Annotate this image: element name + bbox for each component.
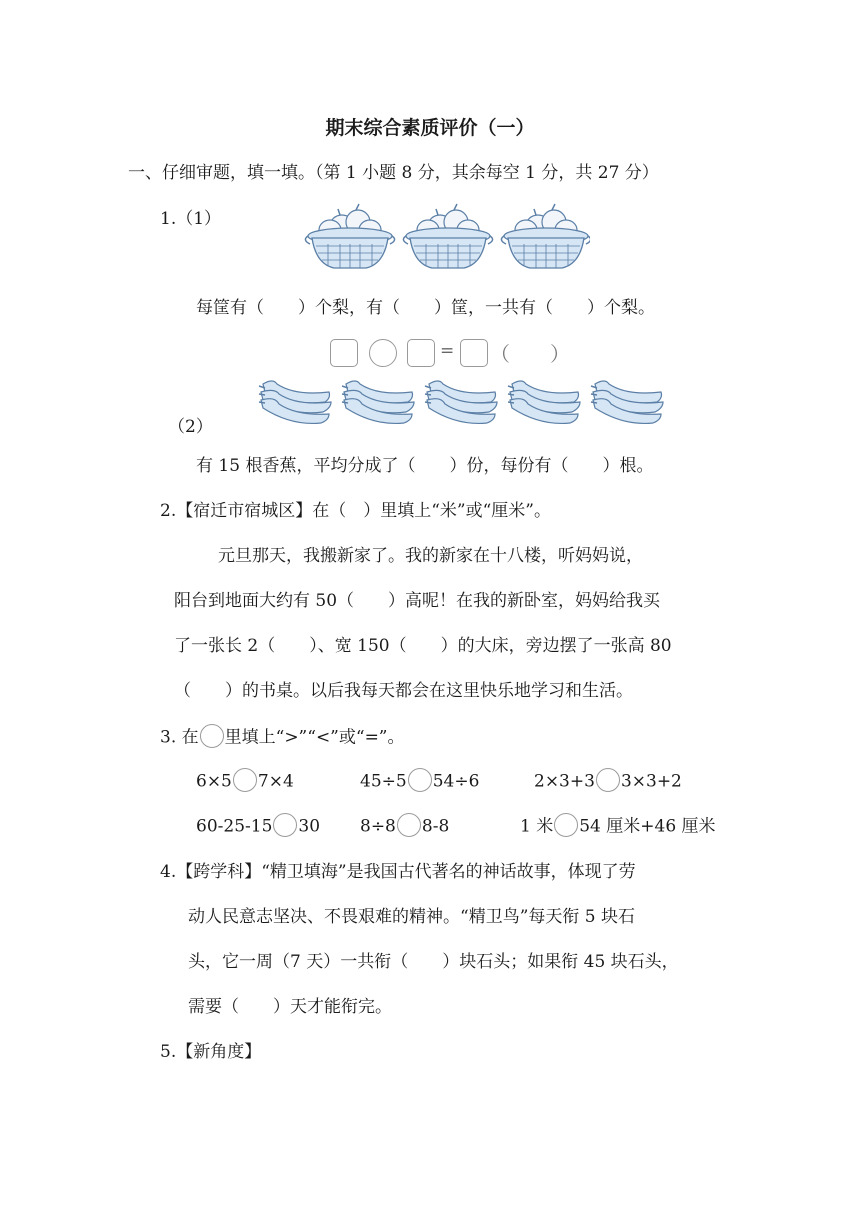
q4-line-4: 需要（ ）天才能衔完。 [188, 997, 392, 1017]
section-heading: 一、仔细审题，填一填。（第 1 小题 8 分，其余每空 1 分，共 27 分） [128, 163, 659, 183]
compare-right: 30 [298, 816, 321, 837]
basket-1 [305, 204, 394, 268]
page-title: 期末综合素质评价（一） [325, 117, 535, 139]
compare-item [196, 815, 320, 839]
q1-label: 1.（1） [160, 209, 222, 229]
basket-2 [403, 204, 492, 268]
q4-line-2: 动人民意志坚决、不畏艰难的精神。“精卫鸟”每天衔 5 块石 [188, 907, 636, 927]
q2-line-2: 阳台到地面大约有 50（ ）高呢！在我的新卧室，妈妈给我买 [174, 591, 661, 611]
compare-item [360, 815, 449, 839]
compare-right: 7×4 [257, 771, 294, 792]
q4-line-3: 头，它一周（7 天）一共衔（ ）块石头；如果衔 45 块石头， [188, 952, 679, 972]
q3-label-post: 里填上“>”“<”或“=”。 [224, 727, 405, 748]
compare-left: 60-25-15 [196, 816, 273, 837]
q2-label: 2.【宿迁市宿城区】在（ ）里填上“米”或“厘米”。 [160, 501, 551, 521]
compare-left: 2×3+3 [534, 771, 595, 792]
compare-item [196, 770, 294, 794]
compare-left: 8÷8 [360, 816, 396, 837]
q2-line-3: 了一张长 2（ ）、宽 150（ ）的大床，旁边摆了一张高 80 [174, 636, 672, 656]
compare-left: 45÷5 [360, 771, 407, 792]
compare-circle[interactable] [397, 813, 421, 837]
q4-line-1: 4.【跨学科】“精卫填海”是我国古代著名的神话故事，体现了劳 [160, 862, 636, 882]
q1-banana-text: 有 15 根香蕉，平均分成了（ ）份，每份有（ ）根。 [196, 456, 654, 476]
compare-item [534, 770, 682, 794]
compare-circle[interactable] [408, 768, 432, 792]
compare-circle[interactable] [273, 813, 297, 837]
compare-item [360, 770, 479, 794]
q2-line-4: （ ）的书桌。以后我每天都会在这里快乐地学习和生活。 [174, 681, 633, 701]
answer-box-2[interactable] [407, 339, 435, 367]
compare-right: 3×3+2 [620, 771, 682, 792]
banana-bunch-4 [508, 381, 580, 423]
basket-3 [501, 204, 590, 268]
compare-right: 8-8 [421, 816, 450, 837]
q3-label [160, 726, 405, 750]
q1-pears-text: 每筐有（ ）个梨，有（ ）筐，一共有（ ）个梨。 [196, 298, 655, 318]
q2-line-1: 元旦那天，我搬新家了。我的新家在十八楼，听妈妈说， [218, 546, 643, 566]
banana-bunch-1 [259, 381, 331, 423]
operator-circle[interactable] [369, 339, 397, 367]
compare-right: 54÷6 [432, 771, 480, 792]
compare-left: 1 米 [520, 816, 554, 837]
q3-label-pre: 3. 在 [160, 727, 199, 748]
compare-circle[interactable] [554, 813, 578, 837]
pear-baskets-figure [300, 200, 590, 275]
bananas-figure [255, 378, 665, 428]
banana-bunch-5 [591, 381, 663, 423]
compare-right: 54 厘米+46 厘米 [579, 816, 716, 837]
answer-box-1[interactable] [330, 339, 358, 367]
compare-item [520, 815, 716, 839]
equals-sign: = [440, 341, 455, 361]
q1-part2-label: （2） [168, 417, 213, 437]
compare-left: 6×5 [196, 771, 232, 792]
example-circle [200, 724, 224, 748]
banana-bunch-3 [425, 381, 497, 423]
banana-bunch-2 [342, 381, 414, 423]
q5-label: 5.【新角度】 [160, 1042, 262, 1062]
compare-circle[interactable] [596, 768, 620, 792]
unit-paren: （ ） [490, 342, 570, 366]
answer-box-3[interactable] [460, 339, 488, 367]
compare-circle[interactable] [233, 768, 257, 792]
